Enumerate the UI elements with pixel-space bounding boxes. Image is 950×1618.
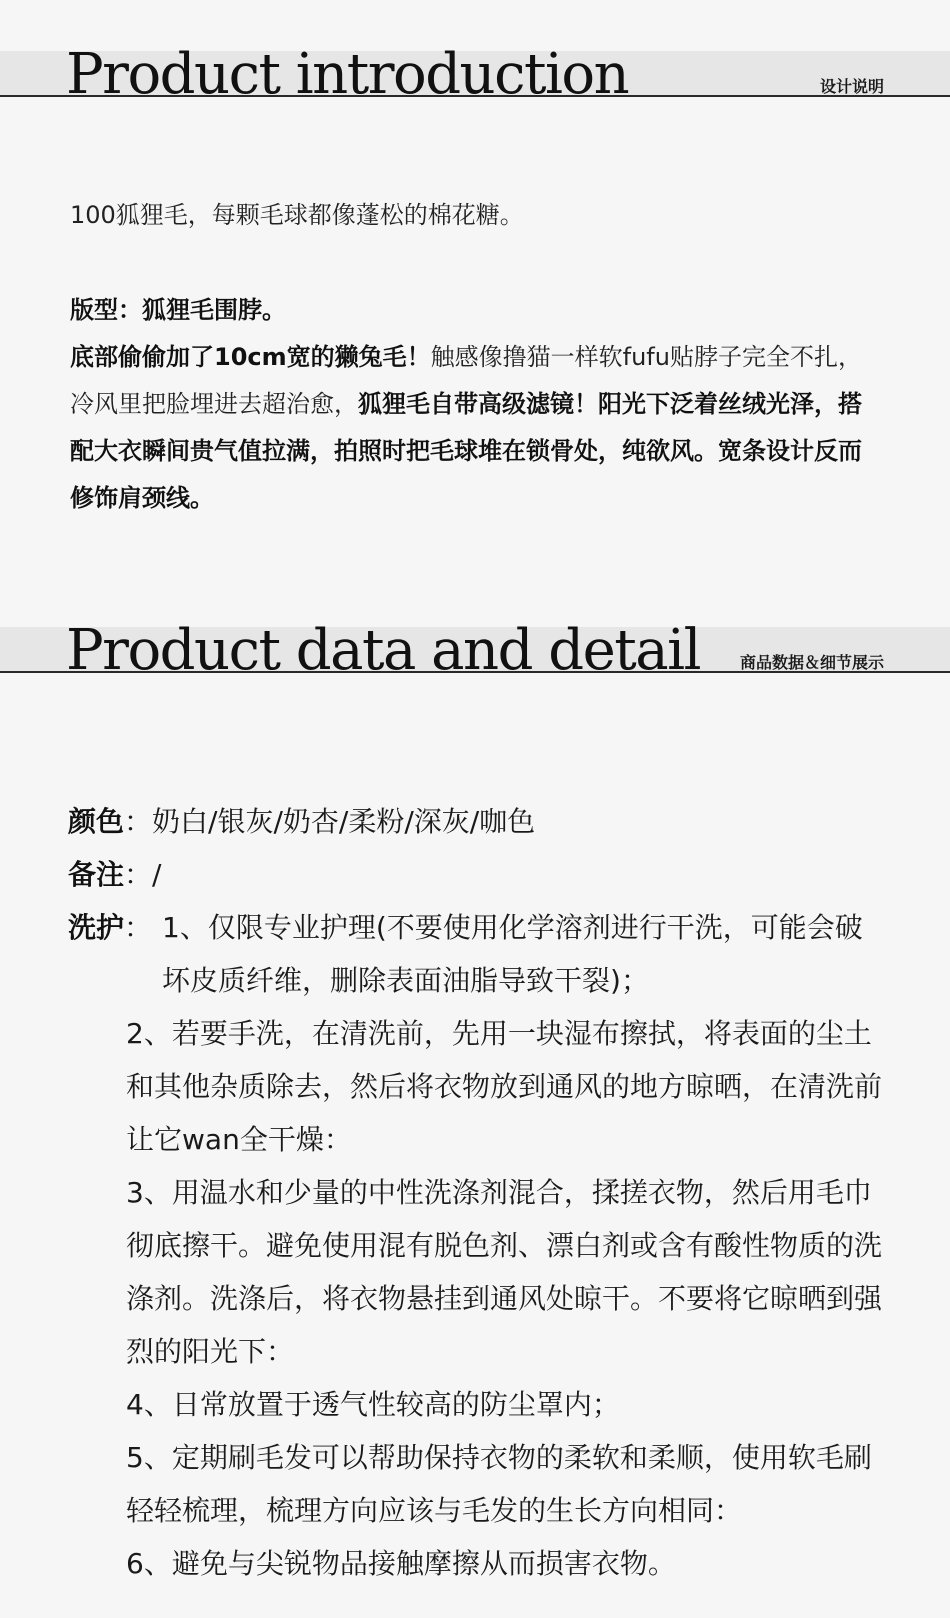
care-row <box>68 901 888 1590</box>
detail-section-header <box>0 618 950 683</box>
color-label: 颜色 <box>68 805 125 838</box>
intro-description <box>70 334 870 522</box>
intro-desc-bold-b: 狐狸毛自带高级滤镜！阳光下泛着丝绒光泽，搭配大衣瞬间贵气值拉满，拍照时把毛球堆在锁骨处，纯欲风。宽条设计反而修饰肩颈线。 <box>70 390 862 512</box>
intro-desc-text-a: 触感像撸猫一样软fufu贴脖子完全不扎，冷风里把脸埋进去超治愈， <box>70 343 862 418</box>
care-label: 洗护 <box>68 911 125 944</box>
detail-section-subtitle: 商品数据＆细节展示 <box>739 653 884 672</box>
care-item-3: 3、用温水和少量的中性洗涤剂混合，揉搓衣物，然后用毛巾彻底擦干。避免使用混有脱色剂、漂白剂或含有酸性物质的洗涤剂。洗涤后，将衣物悬挂到通风处晾干。不要将它晾晒到强烈的阳光下： <box>126 1176 883 1368</box>
care-list <box>126 901 888 1590</box>
care-colon: ： <box>124 911 153 944</box>
color-row <box>68 795 888 848</box>
note-value: ：/ <box>124 858 162 891</box>
intro-fit-bold: 版型：狐狸毛围脖。 <box>70 296 286 324</box>
note-label: 备注 <box>68 858 125 891</box>
intro-body <box>70 287 870 522</box>
care-item-6: 6、避免与尖锐物品接触摩擦从而损害衣物。 <box>126 1547 676 1580</box>
care-item-4: 4、日常放置于透气性较高的防尘罩内； <box>126 1388 620 1421</box>
detail-section-title: Product data and detail <box>66 618 700 683</box>
intro-desc-bold-a: 底部偷偷加了10cm宽的獭兔毛！ <box>70 343 431 371</box>
note-row <box>68 848 888 901</box>
care-items-rest <box>126 1007 888 1590</box>
intro-section-title: Product introduction <box>66 42 629 107</box>
color-value: ：奶白/银灰/奶杏/柔粉/深灰/咖色 <box>124 805 536 838</box>
care-item-5: 5、定期刷毛发可以帮助保持衣物的柔软和柔顺，使用软毛刷轻轻梳理，梳理方向应该与毛发的生长方向相同： <box>126 1441 872 1527</box>
care-item-2: 2、若要手洗，在清洗前，先用一块湿布擦拭，将表面的尘土和其他杂质除去，然后将衣物放到通风的地方晾晒，在清洗前让它wan全干燥： <box>126 1017 883 1156</box>
intro-lead: 100狐狸毛，每颗毛球都像蓬松的棉花糖。 <box>70 201 524 229</box>
intro-section-subtitle: 设计说明 <box>819 77 884 96</box>
product-details <box>68 795 888 1590</box>
care-item-1: 1、仅限专业护理(不要使用化学溶剂进行干洗，可能会破坏皮质纤维，删除表面油脂导致干裂)； <box>162 911 863 997</box>
intro-section-header <box>0 42 950 107</box>
intro-fit-line <box>70 287 870 334</box>
